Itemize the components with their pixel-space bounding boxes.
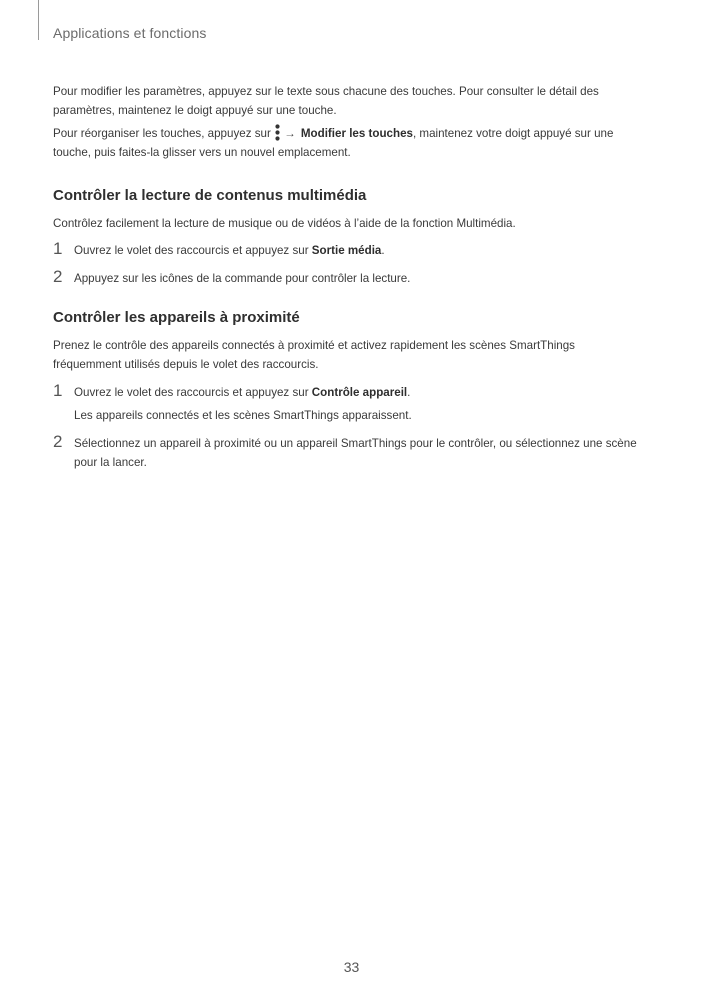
step-text — [74, 241, 645, 260]
section-heading-multimedia: Contrôler la lecture de contenus multimédia — [53, 187, 367, 204]
page-header: Applications et fonctions — [53, 25, 207, 41]
step-text — [74, 383, 645, 402]
step-text: Sélectionnez un appareil à proximité ou un appareil SmartThings pour le contrôler, ou sélectionnez une scène pour la lancer. — [74, 437, 637, 469]
step-item — [53, 434, 645, 472]
step-note: Les appareils connectés et les scènes SmartThings apparaissent. — [74, 409, 412, 422]
page-content — [53, 82, 645, 472]
sortie-media-label: Sortie média — [311, 244, 382, 257]
step-text-start: Ouvrez le volet des raccourcis et appuyez sur — [74, 386, 309, 399]
section-description: Contrôlez facilement la lecture de musique ou de vidéos à l’aide de la fonction Multimédia. — [53, 217, 516, 230]
step-item — [53, 241, 645, 260]
step-text-start: Ouvrez le volet des raccourcis et appuyez sur — [74, 244, 309, 257]
step-text-end: . — [407, 386, 411, 399]
section-heading-devices: Contrôler les appareils à proximité — [53, 309, 300, 326]
step-number: 1 — [53, 381, 63, 400]
intro-text: Pour réorganiser les touches, appuyez sur — [53, 127, 271, 140]
arrow-text: → — [284, 127, 296, 140]
more-options-icon — [275, 124, 280, 141]
controle-appareil-label: Contrôle appareil — [311, 386, 408, 399]
header-rule — [38, 0, 39, 40]
step-text: Appuyez sur les icônes de la commande pour contrôler la lecture. — [74, 272, 411, 285]
intro-paragraph-1: Pour modifier les paramètres, appuyez sur le texte sous chacune des touches. Pour consulter le détail des paramètres, maintenez le doigt appuyé sur une touche. — [53, 85, 599, 117]
step-text-end: . — [381, 244, 385, 257]
intro-paragraph-2 — [53, 124, 645, 162]
step-number: 1 — [53, 239, 63, 258]
modifier-touches-label: Modifier les touches — [300, 127, 413, 140]
step-item — [53, 383, 645, 402]
section-description: Prenez le contrôle des appareils connectés à proximité et activez rapidement les scènes SmartThings fréquemment utilisés depuis le volet des raccourcis. — [53, 339, 575, 371]
page-number: 33 — [343, 959, 360, 975]
step-item — [53, 269, 645, 288]
step-number: 2 — [53, 267, 63, 286]
step-number: 2 — [53, 432, 63, 451]
intro-text-end: , maintenez votre doigt appuyé sur une touche, puis faites-la glisser vers un nouvel emplacement. — [53, 127, 614, 159]
